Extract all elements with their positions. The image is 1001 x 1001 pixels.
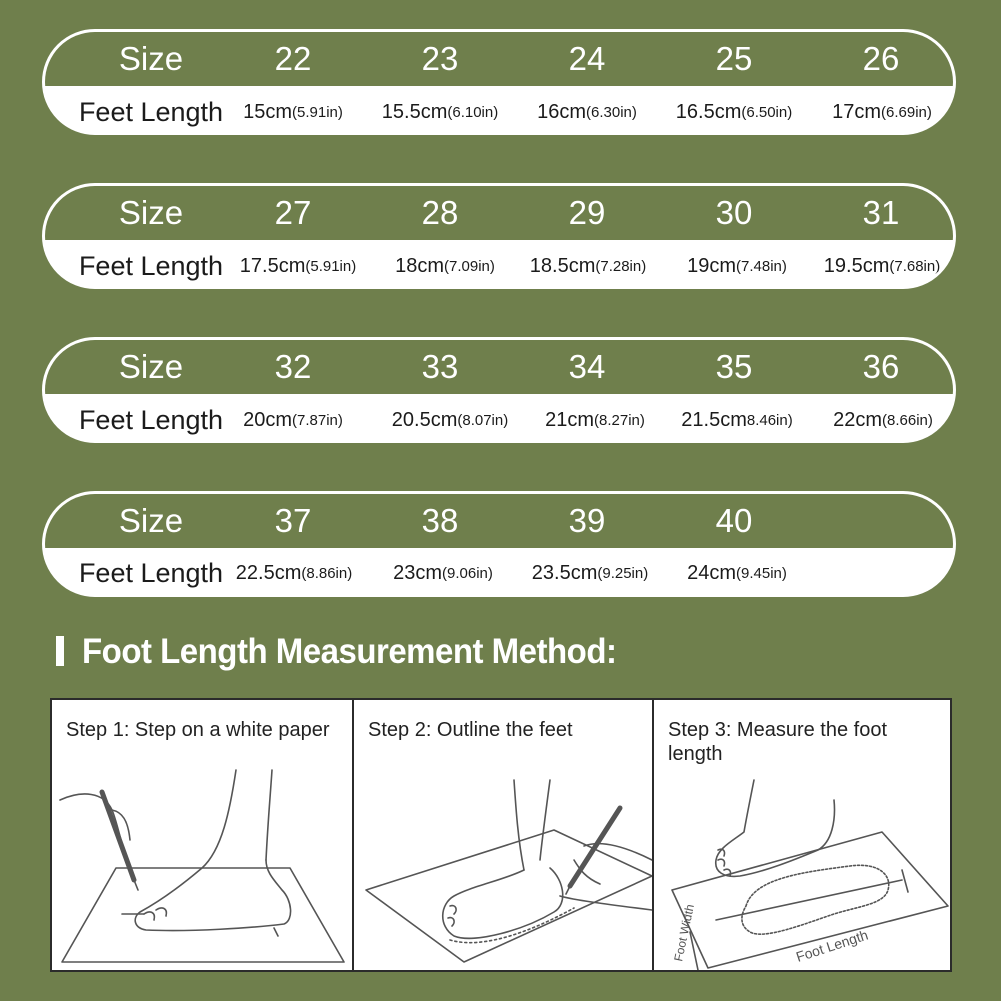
length-value: 18cm (7.09in) xyxy=(395,254,495,277)
feet-length-label: Feet Length xyxy=(78,250,224,281)
size-label: Size xyxy=(118,40,184,77)
size-label: Size xyxy=(118,348,184,385)
length-value: 17.5cm (5.91in) xyxy=(239,254,357,277)
size-table-1 xyxy=(42,29,956,135)
step-2-panel xyxy=(352,700,652,970)
length-value: 21.5cm 8.46in) xyxy=(681,408,793,431)
length-value: 19.5cm (7.68in) xyxy=(823,254,941,277)
length-value: 15cm (5.91in) xyxy=(243,100,343,123)
size-value: 28 xyxy=(421,194,459,231)
length-value: 20cm (7.87in) xyxy=(243,408,343,431)
size-value: 25 xyxy=(715,40,753,77)
length-value: 18.5cm (7.28in) xyxy=(529,254,647,277)
size-value: 24 xyxy=(568,40,606,77)
size-value: 38 xyxy=(421,502,459,539)
feet-length-row xyxy=(45,394,953,443)
size-value: 33 xyxy=(421,348,459,385)
size-row xyxy=(45,494,953,548)
size-table-3 xyxy=(42,337,956,443)
size-value: 30 xyxy=(715,194,753,231)
length-value: 20.5cm (8.07in) xyxy=(391,408,509,431)
feet-length-label: Feet Length xyxy=(78,557,224,588)
size-value: 32 xyxy=(274,348,312,385)
feet-length-label: Feet Length xyxy=(78,404,224,435)
size-value: 29 xyxy=(568,194,606,231)
size-value: 22 xyxy=(274,40,312,77)
length-value: 22.5cm (8.86in) xyxy=(235,561,353,584)
length-value: 15.5cm (6.10in) xyxy=(381,100,499,123)
feet-length-row xyxy=(45,86,953,135)
step-3-panel xyxy=(652,700,950,970)
size-value: 39 xyxy=(568,502,606,539)
heading-bar xyxy=(56,636,64,666)
length-value: 17cm (6.69in) xyxy=(832,100,932,123)
size-row xyxy=(45,340,953,394)
step-3-text: Step 3: Measure the foot length xyxy=(668,719,888,765)
step-1-panel xyxy=(52,700,352,970)
length-value: 19cm (7.48in) xyxy=(687,254,787,277)
foot-length-label: Foot Length xyxy=(793,926,871,965)
size-row xyxy=(45,32,953,86)
length-value: 24cm (9.45in) xyxy=(687,561,787,584)
step-2-text: Step 2: Outline the feet xyxy=(368,719,573,741)
length-value: 23.5cm (9.25in) xyxy=(531,561,649,584)
step-1-text: Step 1: Step on a white paper xyxy=(66,719,330,741)
foot-width-label: Foot Width xyxy=(671,902,697,963)
size-label: Size xyxy=(118,502,184,539)
size-value: 23 xyxy=(421,40,459,77)
size-value: 36 xyxy=(862,348,900,385)
heading-text: Foot Length Measurement Method: xyxy=(82,630,617,671)
feet-length-row xyxy=(45,240,953,289)
size-table-4 xyxy=(42,491,956,597)
size-row xyxy=(45,186,953,240)
size-value: 37 xyxy=(274,502,312,539)
length-value: 21cm (8.27in) xyxy=(545,408,645,431)
size-value: 27 xyxy=(274,194,312,231)
feet-length-label: Feet Length xyxy=(78,96,224,127)
size-label: Size xyxy=(118,194,184,231)
length-value: 23cm (9.06in) xyxy=(393,561,493,584)
length-value: 16.5cm (6.50in) xyxy=(675,100,793,123)
size-table-2 xyxy=(42,183,956,289)
measurement-steps-panel xyxy=(50,698,952,972)
measurement-heading xyxy=(56,628,616,674)
length-value: 22cm (8.66in) xyxy=(833,408,933,431)
size-value: 35 xyxy=(715,348,753,385)
size-value: 31 xyxy=(862,194,900,231)
length-value: 16cm (6.30in) xyxy=(537,100,637,123)
size-value: 26 xyxy=(862,40,900,77)
size-value: 40 xyxy=(715,502,753,539)
size-value: 34 xyxy=(568,348,606,385)
feet-length-row xyxy=(45,548,953,597)
